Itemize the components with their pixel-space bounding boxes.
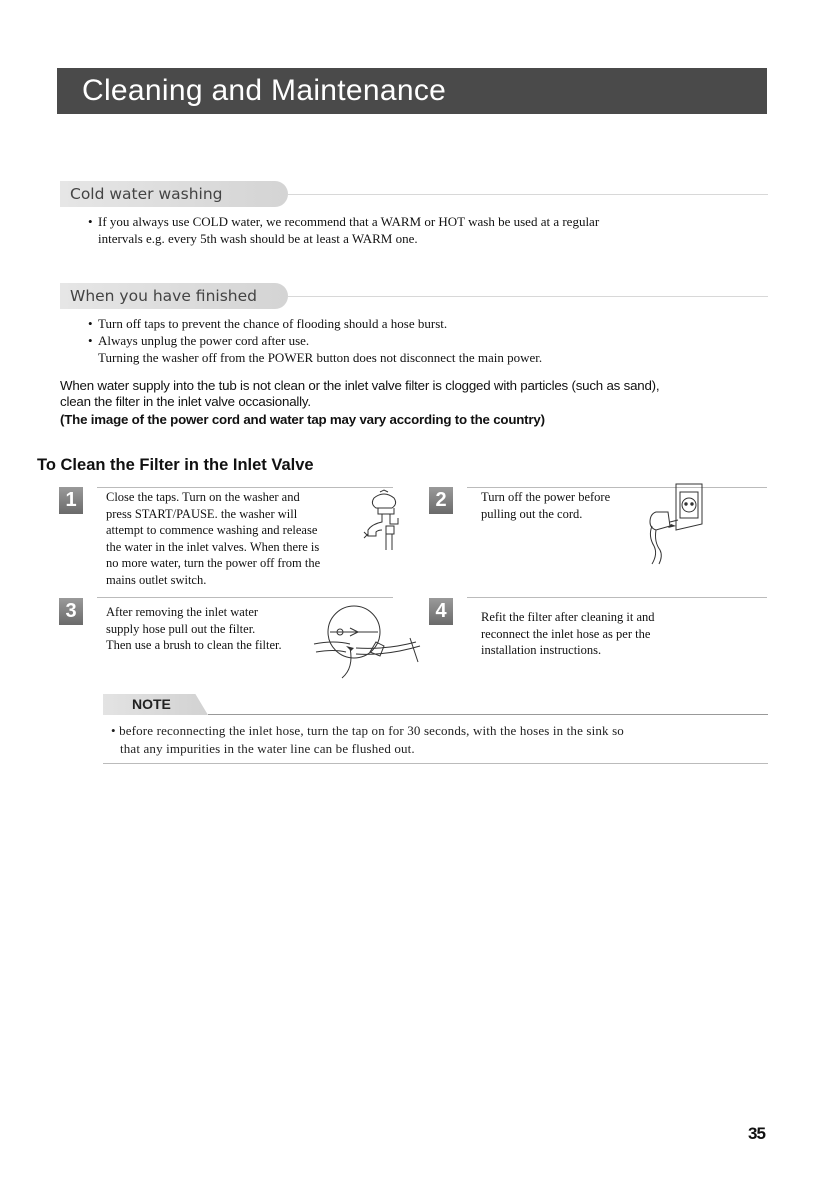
step-3-text [106, 604, 282, 654]
finished-bullet2: Always unplug the power cord after use. [98, 333, 310, 348]
note-line1: before reconnecting the inlet hose, turn the tap on for 30 seconds, with the hoses in the sink so [119, 723, 624, 738]
step-1-number: 1 [59, 487, 83, 514]
power-plug-illustration-icon [642, 482, 710, 566]
tap-illustration-icon [360, 488, 410, 554]
step-2-line: Turn off the power before [481, 490, 611, 504]
bullet-icon: • [111, 723, 120, 738]
divider [467, 487, 767, 488]
divider [103, 763, 768, 764]
divider [97, 487, 393, 488]
step-2-text [481, 489, 610, 522]
bullet-icon: • [88, 316, 93, 331]
step-1-text [106, 489, 320, 588]
step-4-line: Refit the filter after cleaning it and [481, 610, 655, 624]
step-1-line: the water in the inlet valves. When there is [106, 539, 320, 554]
note-label: NOTE [132, 696, 171, 712]
section-heading-label: Cold water washing [60, 181, 288, 207]
step-3-line: Then use a brush to clean the filter. [106, 638, 282, 652]
cold-bullet-line2: intervals e.g. every 5th wash should be at least a WARM one. [98, 231, 418, 246]
title-bar [57, 68, 767, 114]
divider [467, 597, 767, 598]
divider [288, 194, 768, 195]
bullet-icon: • [88, 333, 93, 348]
step-1-line: press START/PAUSE. the washer will [106, 506, 298, 521]
step-4-line: installation instructions. [481, 643, 602, 657]
page-title: Cleaning and Maintenance [82, 74, 447, 107]
step-4-number: 4 [429, 598, 453, 625]
step-1-line: no more water, turn the power off from the [106, 556, 321, 570]
step-2-number: 2 [429, 487, 453, 514]
step-1-line: attempt to commence washing and release [106, 523, 318, 537]
finished-bullet2-sub: Turning the washer off from the POWER button does not disconnect the main power. [98, 350, 543, 365]
divider [208, 714, 768, 715]
step-4-text [481, 609, 655, 659]
section-heading-label: When you have finished [60, 283, 288, 309]
step-3-line: supply hose pull out the filter. [106, 621, 256, 636]
note-text [111, 722, 741, 758]
cold-bullet [88, 213, 599, 247]
page-number: 35 [748, 1124, 765, 1143]
finished-bullets [88, 315, 542, 366]
intro-paragraph [60, 378, 770, 410]
bullet-icon: • [88, 214, 93, 229]
filter-brush-illustration-icon [310, 602, 430, 682]
intro-line2: clean the filter in the inlet valve occasionally. [60, 394, 311, 409]
step-3-number: 3 [59, 598, 83, 625]
finished-bullet1: Turn off taps to prevent the chance of flooding should a hose burst. [98, 316, 448, 331]
intro-line1: When water supply into the tub is not clean or the inlet valve filter is clogged with particles (such as sand), [60, 378, 660, 393]
note-line2: that any impurities in the water line can be flushed out. [120, 741, 415, 756]
divider [288, 296, 768, 297]
step-2-line: pulling out the cord. [481, 506, 583, 521]
divider [97, 597, 393, 598]
step-1-line: mains outlet switch. [106, 572, 207, 587]
intro-note: (The image of the power cord and water tap may vary according to the country) [60, 412, 545, 427]
section-cold-water-heading [60, 181, 768, 207]
step-4-line: reconnect the inlet hose as per the [481, 626, 651, 641]
cold-bullet-line1: If you always use COLD water, we recommend that a WARM or HOT wash be used at a regular [98, 214, 600, 229]
step-1-line: Close the taps. Turn on the washer and [106, 490, 300, 504]
step-3-line: After removing the inlet water [106, 605, 259, 619]
section-finished-heading [60, 283, 768, 309]
note-tab [103, 694, 208, 715]
section-heading: To Clean the Filter in the Inlet Valve [37, 456, 314, 474]
